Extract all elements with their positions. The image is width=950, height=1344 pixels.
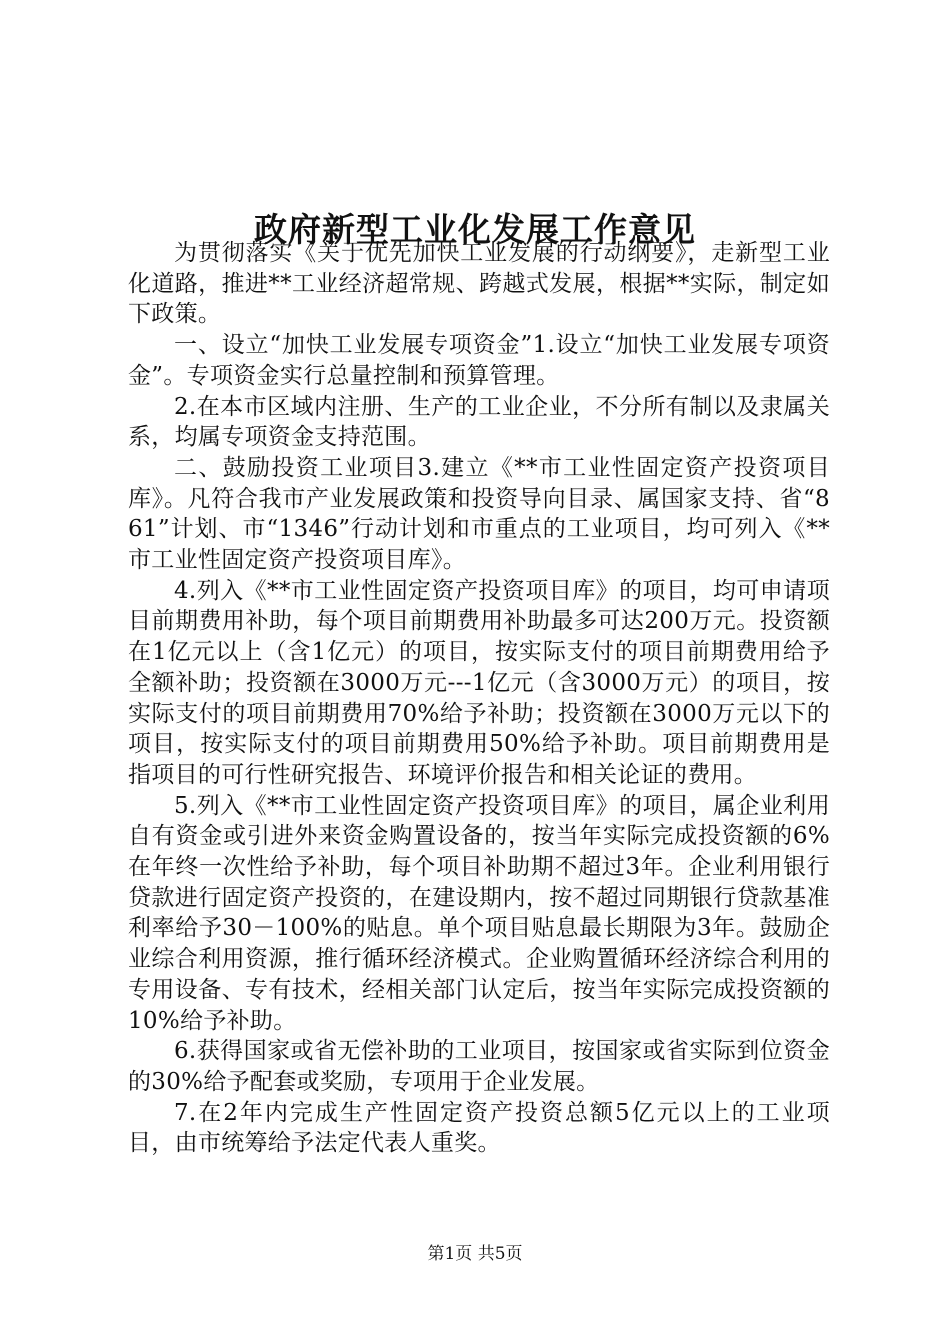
- paragraph-intro: 为贯彻落实《关于优先加快工业发展的行动纲要》，走新型工业化道路，推进**工业经济超常规、跨越式发展，根据**实际，制定如下政策。: [128, 240, 830, 328]
- paragraph-section-2-item-3: 二、鼓励投资工业项目3.建立《**市工业性固定资产投资项目库》。凡符合我市产业发展政策和投资导向目录、属国家支持、省“861”计划、市“1346”行动计划和市重点的工业项目，均可列入《**市工业性固定资产投资项目库》。: [128, 454, 830, 574]
- page-indicator: 第1页 共5页: [427, 1244, 523, 1264]
- paragraph-item-4: 4.列入《**市工业性固定资产投资项目库》的项目，均可申请项目前期费用补助，每个项目前期费用补助最多可达200万元。投资额在1亿元以上（含1亿元）的项目，按实际支付的项目前期费用给予全额补助；投资额在3000万元---1亿元（含3000万元）的项目，按实际支付的项目前期费用70%给予补助；投资额在3000万元以下的项目，按实际支付的项目前期费用50%给予补助。项目前期费用是指项目的可行性研究报告、环境评价报告和相关论证的费用。: [128, 577, 830, 788]
- paragraph-item-7: 7.在2年内完成生产性固定资产投资总额5亿元以上的工业项目，由市统筹给予法定代表人重奖。: [128, 1099, 830, 1157]
- paragraph-section-1-item-1: 一、设立“加快工业发展专项资金”1.设立“加快工业发展专项资金”。专项资金实行总量控制和预算管理。: [128, 332, 830, 389]
- document-title: 政府新型工业化发展工作意见: [254, 210, 696, 250]
- document-body: [128, 238, 830, 1159]
- paragraph-item-6: 6.获得国家或省无偿补助的工业项目，按国家或省实际到位资金的30%给予配套或奖励，专项用于企业发展。: [128, 1038, 830, 1095]
- paragraph-item-2: 2.在本市区域内注册、生产的工业企业，不分所有制以及隶属关系，均属专项资金支持范围。: [128, 393, 830, 451]
- paragraph-item-5: 5.列入《**市工业性固定资产投资项目库》的项目，属企业利用自有资金或引进外来资金购置设备的，按当年实际完成投资额的6%在年终一次性给予补助，每个项目补助期不超过3年。企业利用银行贷款进行固定资产投资的，在建设期内，按不超过同期银行贷款基准利率给予30－100%的贴息。单个项目贴息最长期限为3年。鼓励企业综合利用资源，推行循环经济模式。企业购置循环经济综合利用的专用设备、专有技术，经相关部门认定后，按当年实际完成投资额的10%给予补助。: [128, 792, 830, 1034]
